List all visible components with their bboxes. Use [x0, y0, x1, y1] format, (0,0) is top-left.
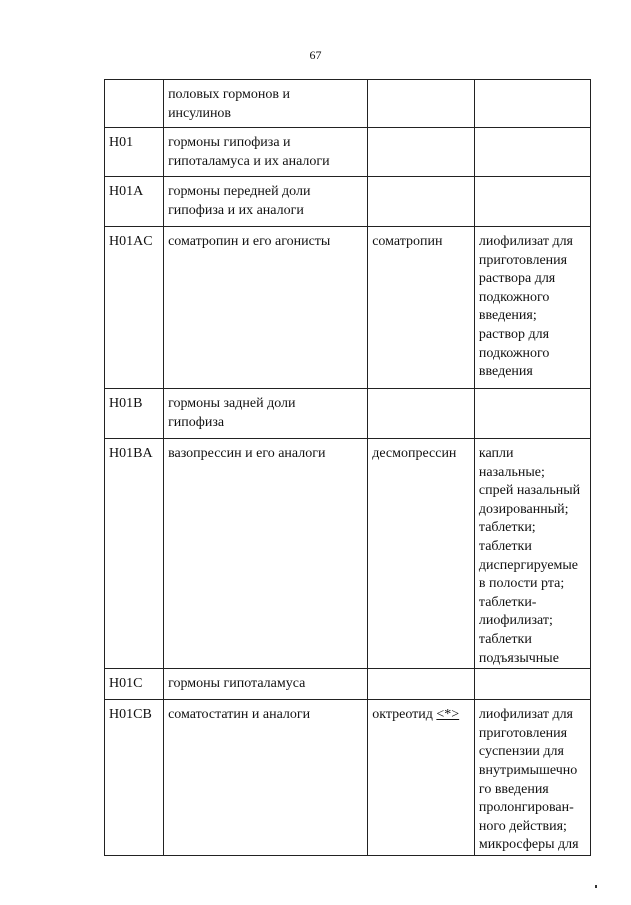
atc-code-cell [105, 80, 164, 128]
footnote-mark[interactable]: <*> [436, 707, 460, 723]
drug-name-cell [368, 177, 475, 227]
anatomical-group-cell: половых гормонов и инсулинов [164, 80, 368, 128]
table-row [105, 80, 591, 128]
table-row [105, 227, 591, 389]
table-row [105, 700, 591, 856]
dosage-form-cell: лиофилизат для приготовления суспензии для внутримышечно го введения пролонгирован- ного действия; микросферы для [474, 700, 590, 856]
atc-code-cell: H01CB [105, 700, 164, 856]
drug-name-text: октреотид [372, 707, 433, 723]
drug-name-cell: соматропин [368, 227, 475, 389]
anatomical-group-cell: вазопрессин и его аналоги [164, 439, 368, 669]
anatomical-group-cell: соматропин и его агонисты [164, 227, 368, 389]
atc-code-cell: H01C [105, 669, 164, 700]
dosage-form-cell [474, 389, 590, 439]
anatomical-group-cell: гормоны гипофиза и гипоталамуса и их аналоги [164, 128, 368, 177]
atc-code-cell: H01 [105, 128, 164, 177]
anatomical-group-cell: гормоны передней доли гипофиза и их аналоги [164, 177, 368, 227]
drug-name-cell [368, 128, 475, 177]
dosage-form-cell: капли назальные; спрей назальный дозированный; таблетки; таблетки диспергируемые в полости рта; таблетки- лиофилизат; таблетки подъязычные [474, 439, 590, 669]
dosage-form-cell: лиофилизат для приготовления раствора для подкожного введения; раствор для подкожного введения [474, 227, 590, 389]
drug-name-cell [368, 700, 475, 856]
dosage-form-cell [474, 80, 590, 128]
atc-code-cell: H01AC [105, 227, 164, 389]
atc-code-cell: H01B [105, 389, 164, 439]
dosage-form-cell [474, 669, 590, 700]
table-row [105, 389, 591, 439]
table-row [105, 128, 591, 177]
drug-name-cell: десмопрессин [368, 439, 475, 669]
anatomical-group-cell: гормоны гипоталамуса [164, 669, 368, 700]
table-row [105, 177, 591, 227]
drug-name-cell [368, 669, 475, 700]
page-number: 67 [309, 48, 322, 62]
atc-code-cell: H01A [105, 177, 164, 227]
anatomical-group-cell: соматостатин и аналоги [164, 700, 368, 856]
table-row [105, 439, 591, 669]
dosage-form-cell [474, 128, 590, 177]
atc-code-cell: H01BA [105, 439, 164, 669]
drug-name-cell [368, 389, 475, 439]
dosage-form-cell [474, 177, 590, 227]
drug-classification-table [104, 79, 591, 856]
anatomical-group-cell: гормоны задней доли гипофиза [164, 389, 368, 439]
drug-name-cell [368, 80, 475, 128]
scan-speck [595, 885, 597, 888]
table-row [105, 669, 591, 700]
